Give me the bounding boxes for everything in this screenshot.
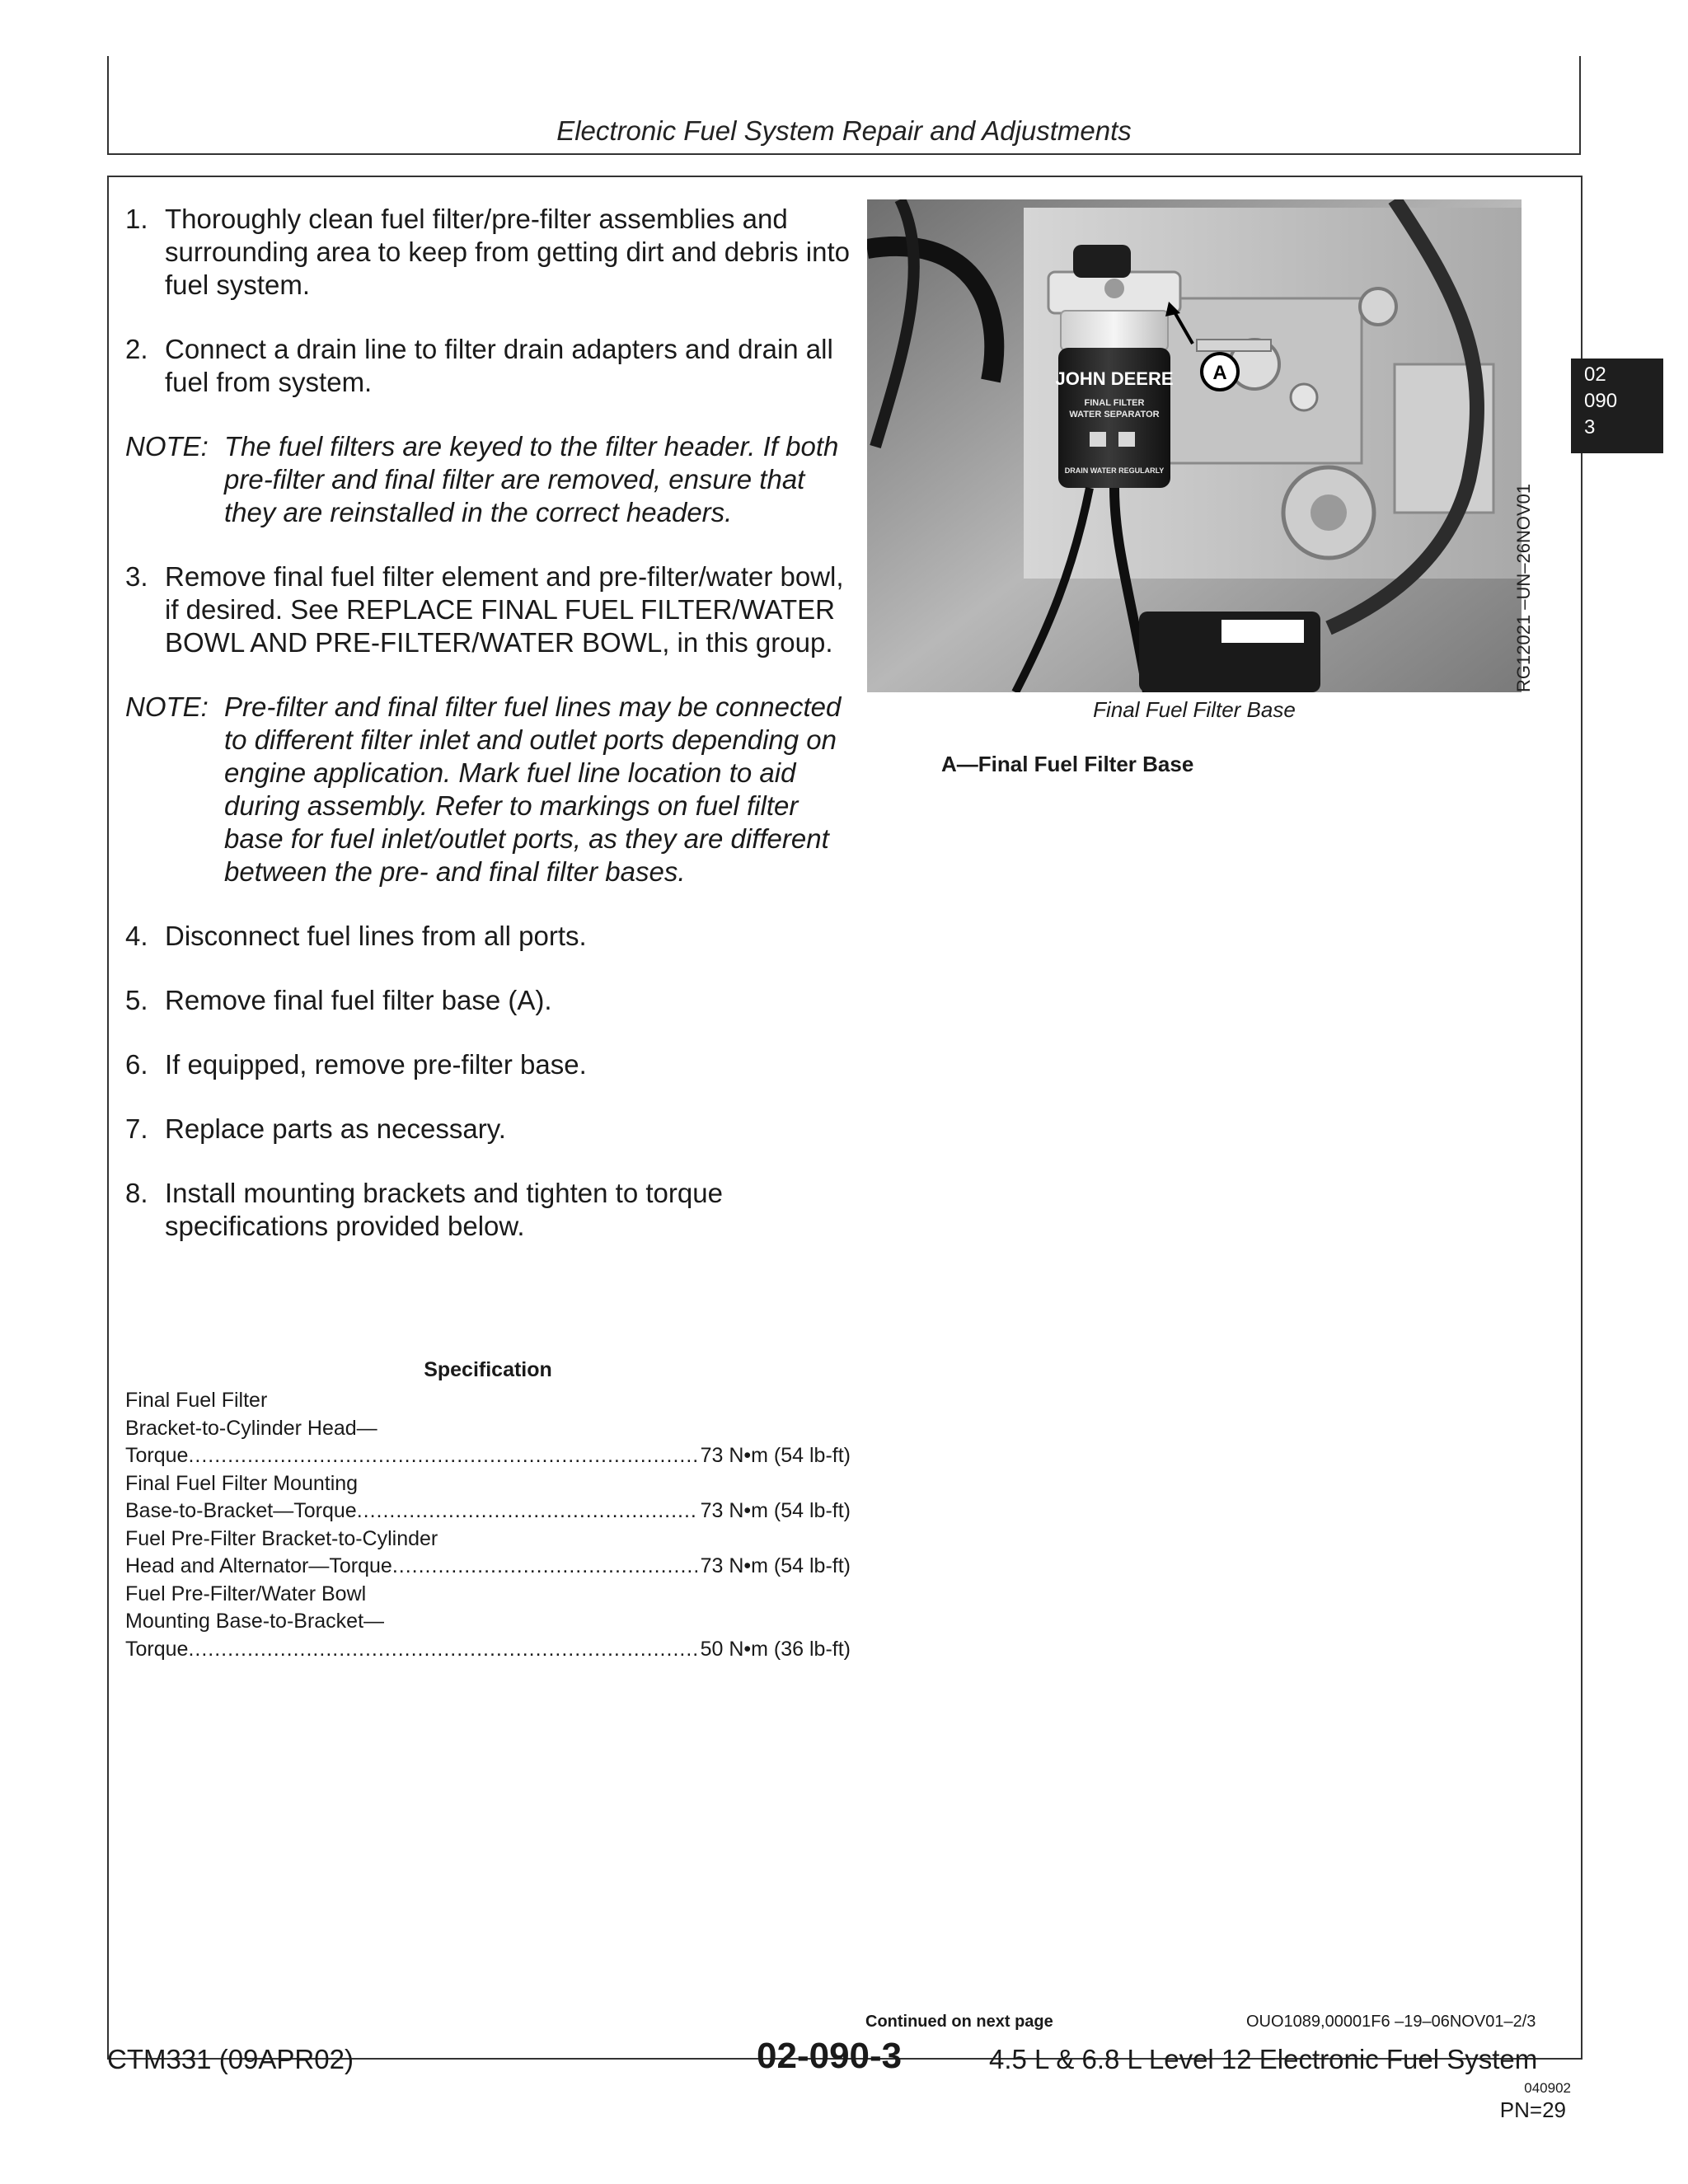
- step-number: 7.: [125, 1113, 148, 1144]
- spec-line: Fuel Pre-Filter Bracket-to-Cylinder: [125, 1526, 438, 1550]
- step-text: Connect a drain line to filter drain adapters and drain all fuel from system.: [165, 334, 833, 397]
- pn-number: PN=29: [1499, 2097, 1566, 2122]
- step-text: Disconnect fuel lines from all ports.: [165, 921, 587, 951]
- spec-line: Bracket-to-Cylinder Head—: [125, 1416, 377, 1440]
- print-code: 040902: [1524, 2080, 1571, 2096]
- spec-value: 50 N•m (36 lb-ft): [700, 1637, 851, 1661]
- step-text: Install mounting brackets and tighten to torque specifications provided below.: [165, 1178, 723, 1241]
- note-text: The fuel filters are keyed to the filter header. If both pre-filter and final filter are removed, ensure that they are reinstalled in the correct headers.: [224, 431, 839, 527]
- section-tab: [1571, 359, 1663, 453]
- spec-line: Fuel Pre-Filter/Water Bowl: [125, 1582, 367, 1605]
- spec-row: [125, 1553, 851, 1581]
- fuel-filter-photo: [867, 199, 1522, 692]
- note-text: Pre-filter and final filter fuel lines may be connected to different filter inlet and outlet ports depending on engine application. Mark fuel line location to aid during assembly. Refer to markings on fuel filter base for fuel inlet/outlet ports, as they are different between the pre- and final filter bases.: [224, 691, 842, 887]
- step-number: 4.: [125, 921, 148, 951]
- specification-heading: Specification: [424, 1358, 552, 1381]
- spec-row: [125, 1636, 851, 1664]
- spec-line: Final Fuel Filter: [125, 1389, 268, 1412]
- note-label: NOTE:: [125, 691, 209, 722]
- step-item: [125, 920, 851, 953]
- step-number: 8.: [125, 1178, 148, 1208]
- step-number: 5.: [125, 985, 148, 1015]
- step-text: Remove final fuel filter base (A).: [165, 985, 552, 1015]
- callout-a-label: A: [1212, 362, 1227, 384]
- step-item: [125, 1177, 851, 1243]
- step-item: [125, 1113, 851, 1146]
- spec-line: Final Fuel Filter Mounting: [125, 1471, 359, 1495]
- spec-leader-dots: [188, 1442, 696, 1470]
- page-header-title: Electronic Fuel System Repair and Adjustments: [556, 115, 1132, 146]
- photo-label-line: WATER SEPARATOR: [1069, 410, 1160, 419]
- spec-value: 73 N•m (54 lb-ft): [700, 1444, 851, 1467]
- manual-id: CTM331 (09APR02): [107, 2044, 354, 2074]
- photo-label-brand: JOHN DEERE: [1055, 368, 1174, 389]
- step-item: [125, 1048, 851, 1081]
- step-item: [125, 984, 851, 1017]
- photo-label-line: FINAL FILTER: [1084, 398, 1145, 408]
- specification-table: [125, 1387, 851, 1663]
- section-tab-line: 02: [1584, 363, 1606, 386]
- step-item: [125, 560, 851, 659]
- spec-lead: Torque: [125, 1444, 189, 1467]
- spec-lead: Base-to-Bracket—Torque: [125, 1499, 357, 1522]
- step-number: 6.: [125, 1049, 148, 1080]
- step-text: Remove final fuel filter element and pre-filter/water bowl, if desired. See REPLACE FINAL FUEL FILTER/WATER BOWL AND PRE-FILTER/WATER BOWL, in this group.: [165, 561, 844, 658]
- spec-row: [125, 1497, 851, 1526]
- step-number: 2.: [125, 334, 148, 364]
- figure-code: RG12021 –UN–26NOV01: [1513, 483, 1534, 692]
- spec-lead: Torque: [125, 1637, 189, 1661]
- spec-leader-dots: [392, 1553, 697, 1581]
- section-tab-line: 3: [1584, 416, 1596, 438]
- step-text: If equipped, remove pre-filter base.: [165, 1049, 587, 1080]
- spec-value: 73 N•m (54 lb-ft): [700, 1499, 851, 1522]
- step-item: [125, 203, 851, 302]
- spec-leader-dots: [357, 1497, 697, 1526]
- spec-lead: Head and Alternator—Torque: [125, 1554, 392, 1577]
- spec-leader-dots: [188, 1636, 696, 1664]
- spec-value: 73 N•m (54 lb-ft): [700, 1554, 851, 1577]
- step-text: Replace parts as necessary.: [165, 1113, 506, 1144]
- step-number: 1.: [125, 204, 148, 234]
- spec-row: [125, 1442, 851, 1470]
- note-block: [125, 430, 851, 529]
- figure-caption: Final Fuel Filter Base: [1093, 697, 1296, 722]
- figure-legend: A—Final Fuel Filter Base: [941, 752, 1194, 776]
- section-tab-line: 090: [1584, 390, 1618, 412]
- spec-line: Mounting Base-to-Bracket—: [125, 1610, 385, 1633]
- header-rule: [107, 153, 1581, 155]
- continued-note: Continued on next page: [865, 2013, 1053, 2031]
- step-number: 3.: [125, 561, 148, 592]
- note-label: NOTE:: [125, 431, 209, 462]
- procedure-steps: [125, 203, 851, 1274]
- step-text: Thoroughly clean fuel filter/pre-filter assemblies and surrounding area to keep from getting dirt and debris into fuel system.: [165, 204, 850, 300]
- manual-title: 4.5 L & 6.8 L Level 12 Electronic Fuel System: [989, 2044, 1538, 2074]
- reference-code: OUO1089,00001F6 –19–06NOV01–2/3: [1246, 2013, 1536, 2031]
- note-block: [125, 691, 851, 888]
- step-item: [125, 333, 851, 399]
- page-number: 02-090-3: [757, 2036, 903, 2076]
- photo-label-line: DRAIN WATER REGULARLY: [1064, 466, 1165, 475]
